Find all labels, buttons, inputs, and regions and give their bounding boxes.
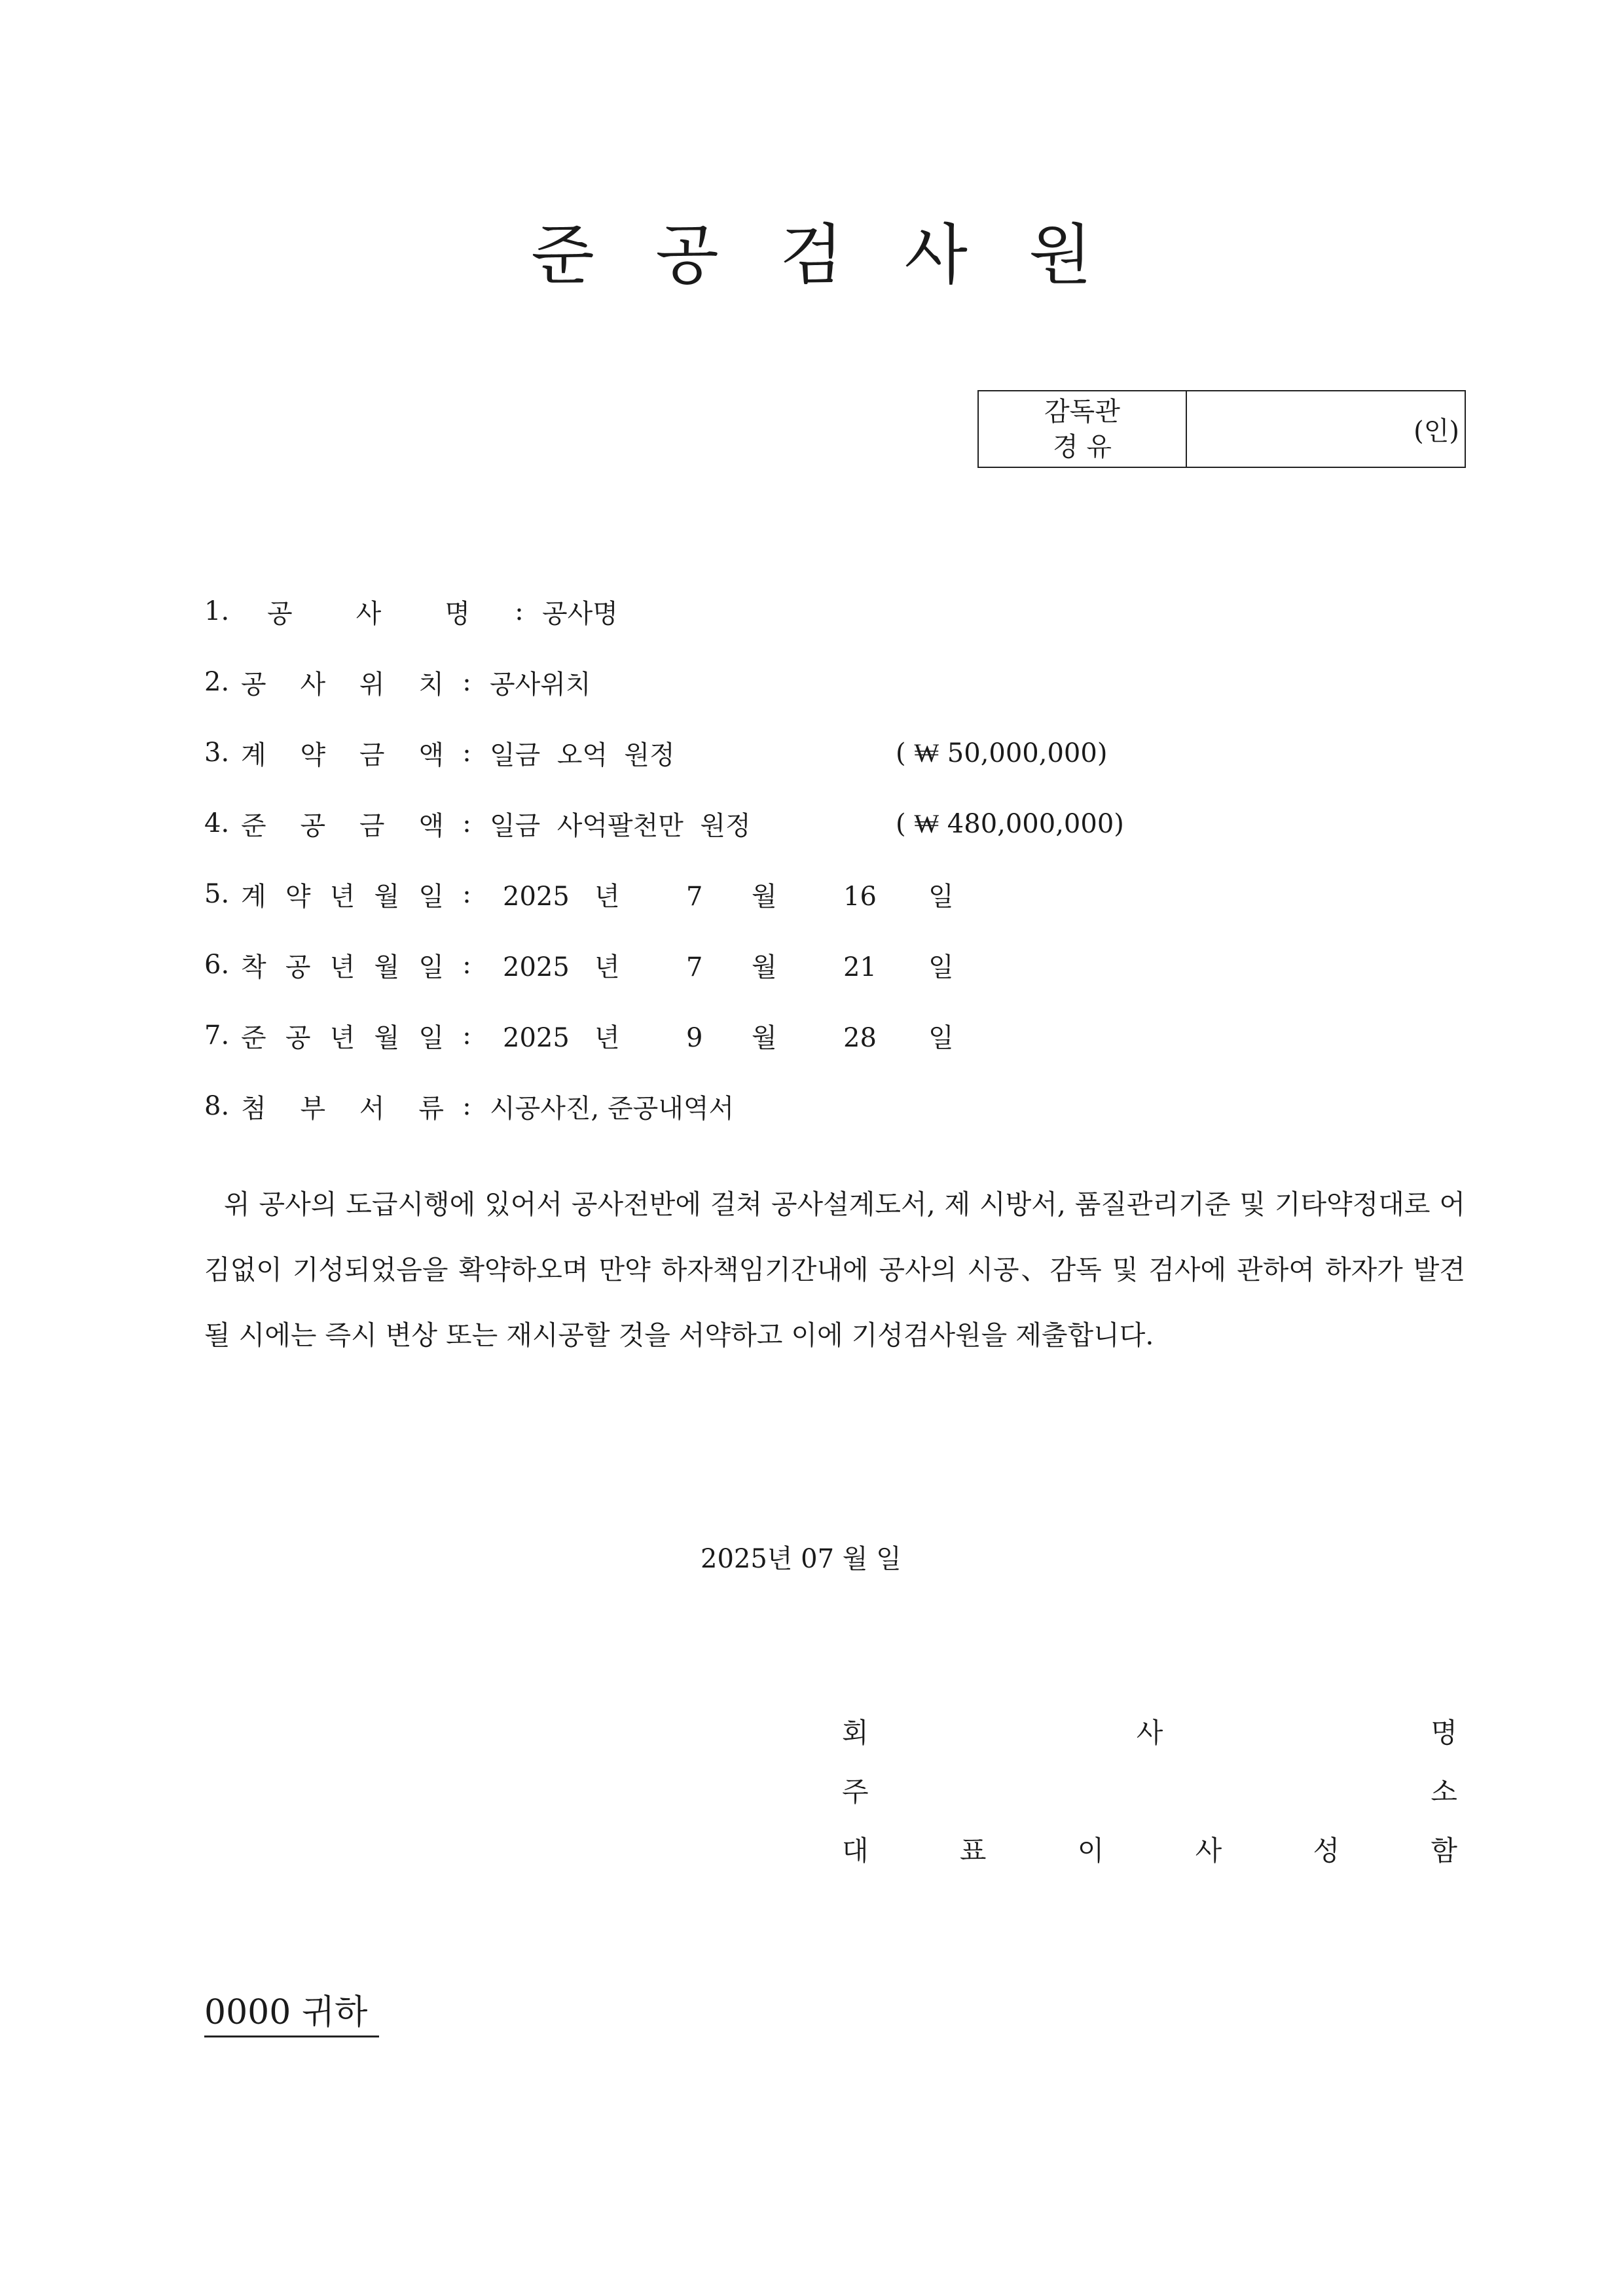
title-char: 원 xyxy=(1029,217,1092,293)
info-label-char: 준 xyxy=(241,810,266,841)
info-label-char: 약 xyxy=(285,881,311,912)
info-label-char: 공 xyxy=(285,1022,311,1053)
info-label-char: 계 xyxy=(241,881,266,912)
info-row xyxy=(204,717,1448,788)
info-label-char: 명 xyxy=(445,598,470,629)
date-d-unit[interactable]: 일 xyxy=(928,881,954,912)
info-row xyxy=(204,1000,1448,1071)
date-y-unit[interactable]: 년 xyxy=(594,881,620,912)
submit-date: 2025년 07 월 일 xyxy=(701,1544,902,1574)
info-number: 5. xyxy=(204,879,230,909)
approval-box xyxy=(977,390,1466,468)
date-year[interactable]: 2025 xyxy=(503,1022,570,1053)
date-day[interactable]: 28 xyxy=(843,1022,877,1053)
info-label-char: 액 xyxy=(418,740,444,770)
title-char: 검 xyxy=(780,217,843,293)
info-row xyxy=(204,647,1448,717)
info-row xyxy=(204,576,1448,647)
title-char: 준 xyxy=(531,217,594,293)
title-char: 공 xyxy=(655,217,719,293)
company-label-char: 이 xyxy=(1077,1835,1104,1867)
info-label-char: 약 xyxy=(300,740,326,770)
date-year[interactable]: 2025 xyxy=(503,881,570,912)
info-label-char: 금 xyxy=(359,810,385,841)
date-month[interactable]: 7 xyxy=(686,952,703,982)
info-label xyxy=(241,1088,444,1125)
info-label-char: 년 xyxy=(329,881,356,912)
date-m-unit[interactable]: 월 xyxy=(752,1022,777,1053)
info-label xyxy=(241,805,444,842)
info-label-char: 일 xyxy=(418,952,444,982)
info-label-char: 월 xyxy=(374,1022,400,1053)
company-signature-block xyxy=(842,1702,1457,1878)
company-label-char: 회 xyxy=(842,1717,869,1749)
info-label-char: 공 xyxy=(285,952,311,982)
info-label xyxy=(241,946,444,984)
info-label-char: 착 xyxy=(241,952,266,982)
info-number: 1. xyxy=(204,596,230,626)
info-amount[interactable]: ( ₩ 50,000,000) xyxy=(896,738,1108,768)
info-colon: : xyxy=(515,596,524,626)
company-label-char: 표 xyxy=(959,1835,987,1867)
info-number: 3. xyxy=(204,738,230,768)
info-label-char: 공 xyxy=(241,669,266,700)
approval-label-line2: 경 유 xyxy=(1053,431,1112,462)
info-colon: : xyxy=(462,1020,471,1050)
date-d-unit[interactable]: 일 xyxy=(928,952,954,982)
info-label xyxy=(241,664,444,701)
info-label-char: 계 xyxy=(241,740,266,770)
company-ceo-row xyxy=(842,1820,1457,1878)
info-label xyxy=(241,876,444,913)
info-colon: : xyxy=(462,738,471,768)
info-number: 6. xyxy=(204,950,230,980)
info-date xyxy=(490,946,968,984)
info-value[interactable]: 공사명 xyxy=(542,598,618,629)
title-char: 사 xyxy=(904,217,968,293)
info-label-char: 부 xyxy=(300,1093,326,1124)
info-label-char: 첨 xyxy=(241,1093,266,1124)
date-month[interactable]: 9 xyxy=(686,1022,703,1053)
date-y-unit[interactable]: 년 xyxy=(594,1022,620,1053)
document-title xyxy=(0,216,1623,295)
info-row xyxy=(204,788,1448,859)
info-label-char: 준 xyxy=(241,1022,266,1053)
recipient: 0000 귀하 xyxy=(204,1990,379,2037)
info-number: 7. xyxy=(204,1020,230,1050)
info-value[interactable]: 시공사진, 준공내역서 xyxy=(490,1093,735,1124)
statement-paragraph: 위 공사의 도급시행에 있어서 공사전반에 걸쳐 공사설계도서, 제 시방서, 품질관리기준 및 기타약정대로 어김없이 기성되었음을 확약하오며 만약 하자책임기간내에 공사의 시공、감독 및 검사에 관하여 하자가 발견될 시에는 즉시 변상 또는 재시공할 것을 서약하고 이에 기성검사원을 제출합니다. xyxy=(204,1189,1465,1351)
company-label-char: 대 xyxy=(842,1835,869,1867)
info-number: 4. xyxy=(204,808,230,838)
info-value[interactable]: 일금 오억 원정 xyxy=(490,740,675,770)
info-value[interactable]: 공사위치 xyxy=(490,669,591,700)
date-d-unit[interactable]: 일 xyxy=(928,1022,954,1053)
company-label-char: 명 xyxy=(1431,1717,1457,1749)
company-label-char: 성 xyxy=(1313,1835,1340,1867)
company-label-char: 소 xyxy=(1431,1776,1457,1808)
info-number: 8. xyxy=(204,1091,230,1121)
info-colon: : xyxy=(462,1091,471,1121)
info-label-char: 금 xyxy=(359,740,385,770)
info-label xyxy=(241,1017,444,1054)
info-label-char: 공 xyxy=(300,810,326,841)
date-month[interactable]: 7 xyxy=(686,881,703,912)
info-amount[interactable]: ( ₩ 480,000,000) xyxy=(896,808,1124,839)
info-value[interactable]: 일금 사억팔천만 원정 xyxy=(490,810,751,841)
company-address-row xyxy=(842,1761,1457,1820)
info-label-char: 서 xyxy=(359,1093,385,1124)
company-label-char: 사 xyxy=(1195,1835,1222,1867)
info-row xyxy=(204,929,1448,1000)
approval-seal-field[interactable] xyxy=(1187,391,1465,467)
info-colon: : xyxy=(462,808,471,838)
seal-mark: (인) xyxy=(1413,416,1459,446)
info-row xyxy=(204,1071,1448,1141)
info-label-char: 공 xyxy=(267,598,293,629)
approval-label xyxy=(979,391,1187,467)
info-colon: : xyxy=(462,667,471,697)
company-label-char: 주 xyxy=(842,1776,869,1808)
info-label-char: 월 xyxy=(374,952,400,982)
info-row xyxy=(204,859,1448,929)
info-date xyxy=(490,1017,968,1054)
info-label xyxy=(241,734,444,772)
date-day[interactable]: 16 xyxy=(843,881,877,912)
info-label-char: 액 xyxy=(418,810,444,841)
info-label-char: 사 xyxy=(356,598,382,629)
project-info-list xyxy=(204,576,1448,1141)
info-colon: : xyxy=(462,950,471,980)
date-year[interactable]: 2025 xyxy=(503,952,570,982)
info-number: 2. xyxy=(204,667,230,697)
info-label-char: 일 xyxy=(418,881,444,912)
info-label-char: 치 xyxy=(418,669,444,700)
approval-label-line1: 감독관 xyxy=(1044,396,1120,427)
date-m-unit[interactable]: 월 xyxy=(752,881,777,912)
info-colon: : xyxy=(462,879,471,909)
info-label-char: 사 xyxy=(300,669,326,700)
info-label-char: 년 xyxy=(329,1022,356,1053)
date-day[interactable]: 21 xyxy=(843,952,877,982)
info-label-char: 일 xyxy=(418,1022,444,1053)
date-y-unit[interactable]: 년 xyxy=(594,952,620,982)
info-label-char: 년 xyxy=(329,952,356,982)
info-label xyxy=(241,593,496,630)
company-label-char: 함 xyxy=(1431,1835,1457,1867)
date-m-unit[interactable]: 월 xyxy=(752,952,777,982)
company-name-row xyxy=(842,1702,1457,1761)
company-label-char: 사 xyxy=(1136,1717,1163,1749)
info-label-char: 류 xyxy=(418,1093,444,1124)
info-date xyxy=(490,876,968,913)
info-label-char: 위 xyxy=(359,669,385,700)
info-label-char: 월 xyxy=(374,881,400,912)
